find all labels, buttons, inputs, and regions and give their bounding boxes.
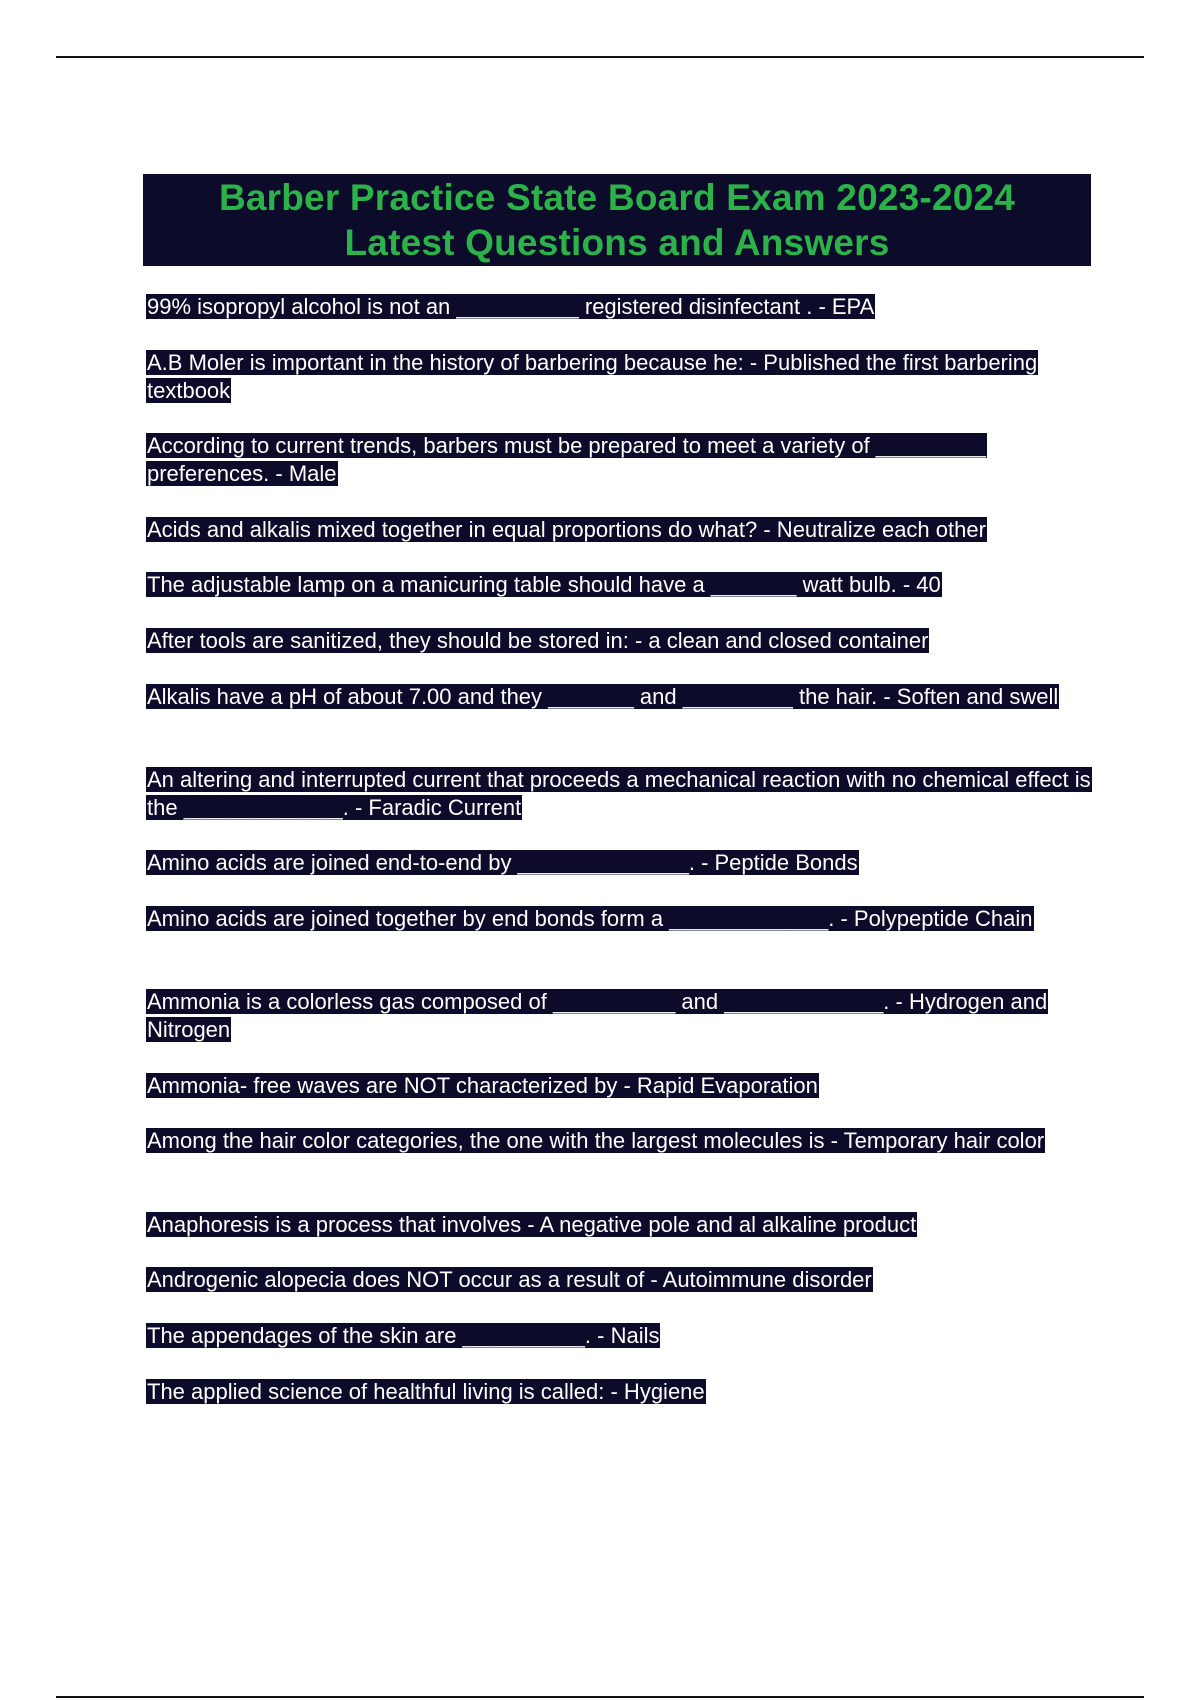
qa-item — [146, 516, 1091, 544]
qa-item — [146, 1127, 1091, 1155]
title-banner — [143, 174, 1091, 266]
qa-item — [146, 1322, 1091, 1350]
qa-item — [146, 627, 1091, 655]
qa-text: According to current trends, barbers must be prepared to meet a variety of _________ preferences. - Male — [147, 433, 986, 486]
qa-text: Alkalis have a pH of about 7.00 and they _______ and _________ the hair. - Soften and swell — [147, 684, 1059, 709]
title-line-2: Latest Questions and Answers — [344, 222, 890, 263]
title-line-1: Barber Practice State Board Exam 2023-2024 — [218, 177, 1016, 218]
qa-text: The applied science of healthful living is called: - Hygiene — [147, 1379, 705, 1404]
top-rule — [56, 56, 1144, 58]
qa-text: The appendages of the skin are __________. - Nails — [147, 1323, 660, 1348]
qa-item — [146, 766, 1091, 822]
qa-text: Amino acids are joined end-to-end by ______________. - Peptide Bonds — [147, 850, 858, 875]
qa-item — [146, 905, 1091, 933]
qa-text: After tools are sanitized, they should be stored in: - a clean and closed container — [147, 628, 929, 653]
qa-text: Among the hair color categories, the one with the largest molecules is - Temporary hair color — [147, 1128, 1045, 1153]
qa-text: 99% isopropyl alcohol is not an __________ registered disinfectant . - EPA — [147, 294, 875, 319]
qa-item — [146, 683, 1091, 711]
qa-text: Ammonia- free waves are NOT characterized by - Rapid Evaporation — [147, 1073, 818, 1098]
qa-text: Acids and alkalis mixed together in equal proportions do what? - Neutralize each other — [147, 517, 986, 542]
qa-item — [146, 349, 1091, 405]
qa-item — [146, 988, 1091, 1044]
qa-item — [146, 432, 1091, 488]
qa-text: Androgenic alopecia does NOT occur as a result of - Autoimmune disorder — [147, 1267, 872, 1292]
qa-text: Anaphoresis is a process that involves - A negative pole and al alkaline product — [147, 1212, 917, 1237]
qa-text: A.B Moler is important in the history of barbering because he: - Published the first barbering textbook — [147, 350, 1038, 403]
qa-item — [146, 293, 1091, 321]
qa-text: Ammonia is a colorless gas composed of __________ and _____________. - Hydrogen and Nitrogen — [147, 989, 1048, 1042]
qa-text: The adjustable lamp on a manicuring table should have a _______ watt bulb. - 40 — [147, 572, 941, 597]
qa-item — [146, 571, 1091, 599]
qa-text: An altering and interrupted current that proceeds a mechanical reaction with no chemical effect is the _____________. - Faradic Current — [147, 767, 1091, 820]
qa-item — [146, 1378, 1091, 1406]
qa-item — [146, 849, 1091, 877]
qa-item — [146, 1266, 1091, 1294]
qa-item — [146, 1072, 1091, 1100]
qa-text: Amino acids are joined together by end bonds form a _____________. - Polypeptide Chain — [147, 906, 1033, 931]
qa-item — [146, 1211, 1091, 1239]
bottom-rule — [56, 1696, 1144, 1698]
